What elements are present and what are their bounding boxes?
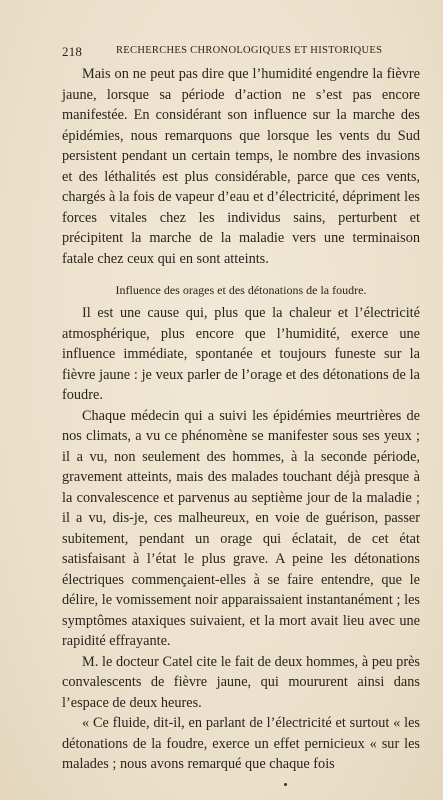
paragraph-physician-observations: Chaque médecin qui a suivi les épidémies meurtrières de nos climats, a vu ce phénomène se manifester sous ses yeux ; il a vu, non seulement des hommes, à la seconde période, gravement atteints, mais des malades touchant déjà presque à la convalescence et parvenus au septième jour de la maladie ; il a vu, dis-je, ces malheureux, en voie de guérison, passer subitement, pendant un orage qui éclatait, de cet état satisfaisant à l’état le plus grave. A peine les détonations électriques commençaient-elles à se faire entendre, que le délire, le vomissement noir apparaissaient instantanément ; les symptômes ataxiques suivaient, et la mort avait lieu avec une rapidité effrayante. (62, 407, 420, 649)
body-text (62, 64, 420, 775)
paragraph-humidity: Mais on ne peut pas dire que l’humidité engendre la fièvre jaune, lorsque sa période d’action ne s’est pas encore manifestée. En considérant son influence sur la marche des épidémies, nous remarquons que lorsque les vents du Sud persistent pendant un certain temps, le nombre des invasions et des léthalités est plus considérable, parce que ces vents, chargés à la fois de vapeur d’eau et d’électricité, dépriment les forces vitales chez les individus sains, perturbent et précipitent la marche de la maladie vers une terminaison fatale chez ceux qui en sont atteints. (62, 66, 420, 267)
section-heading: Influence des orages et des détonations de la foudre. (115, 283, 367, 297)
running-title: RECHERCHES CHRONOLOGIQUES ET HISTORIQUES (116, 45, 383, 56)
bottom-dot-mark (284, 783, 287, 786)
paragraph-catel-case: M. le docteur Catel cite le fait de deux hommes, à peu près convalescents de fièvre jaune, qui moururent ainsi dans l’espace de deux heures. (62, 653, 420, 711)
paragraph-catel-quote: « Ce fluide, dit-il, en parlant de l’électricité et surtout « les détonations de la foudre, exerce un effet pernicieux « sur les malades ; nous avons remarqué que chaque fois (62, 715, 420, 772)
paragraph-storm-cause: Il est une cause qui, plus que la chaleur et l’électricité atmosphérique, plus encore que l’humidité, exerce une influence immédiate, spontanée et toujours funeste sur la fièvre jaune : je veux parler de l’orage et des détonations de la foudre. (62, 305, 420, 403)
running-header (62, 44, 420, 60)
page-number: 218 (62, 44, 83, 59)
